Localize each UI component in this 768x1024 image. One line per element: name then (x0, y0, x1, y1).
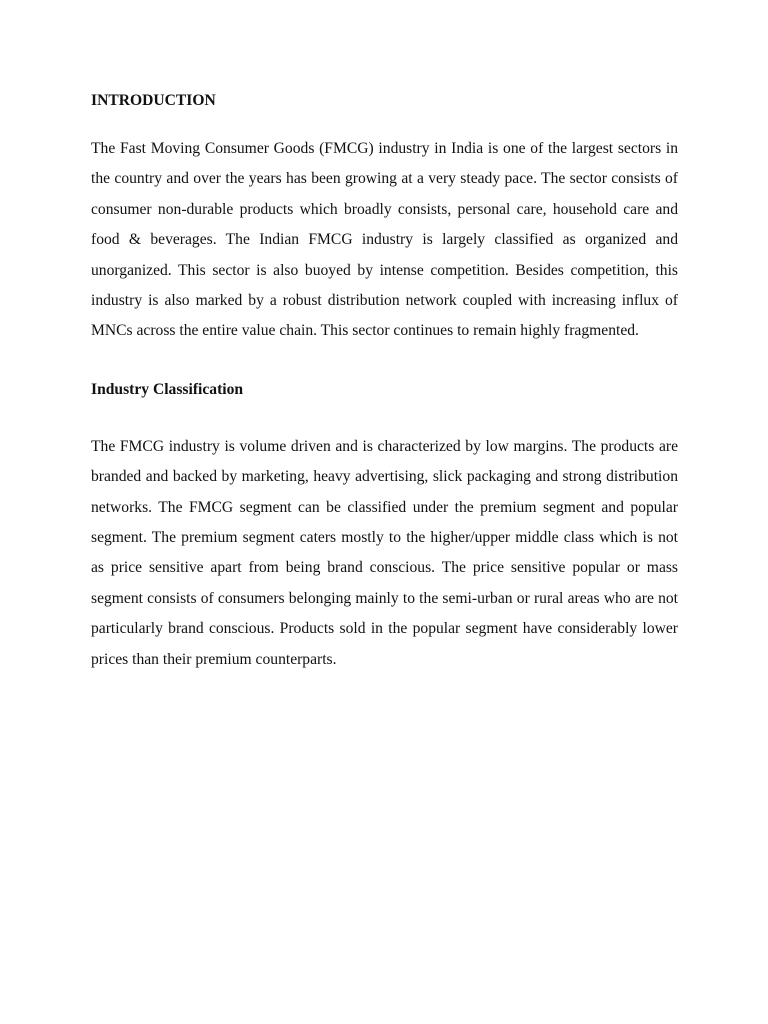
document-body (91, 88, 678, 675)
industry-classification-paragraph: The FMCG industry is volume driven and is characterized by low margins. The products are branded and backed by marketing, heavy advertising, slick packaging and strong distribution networks. The FMCG segment can be classified under the premium segment and popular segment. The premium segment caters mostly to the higher/upper middle class which is not as price sensitive apart from being brand conscious. The price sensitive popular or mass segment consists of consumers belonging mainly to the semi-urban or rural areas who are not particularly brand conscious. Products sold in the popular segment have considerably lower prices than their premium counterparts. (91, 437, 678, 668)
introduction-paragraph: The Fast Moving Consumer Goods (FMCG) industry in India is one of the largest sectors in the country and over the years has been growing at a very steady pace. The sector consists of consumer non-durable products which broadly consists, personal care, household care and food & beverages. The Indian FMCG industry is largely classified as organized and unorganized. This sector is also buoyed by intense competition. Besides competition, this industry is also marked by a robust distribution network coupled with increasing influx of MNCs across the entire value chain. This sector continues to remain highly fragmented. (91, 140, 678, 340)
industry-classification-heading: Industry Classification (91, 380, 244, 398)
introduction-heading: INTRODUCTION (91, 92, 216, 109)
